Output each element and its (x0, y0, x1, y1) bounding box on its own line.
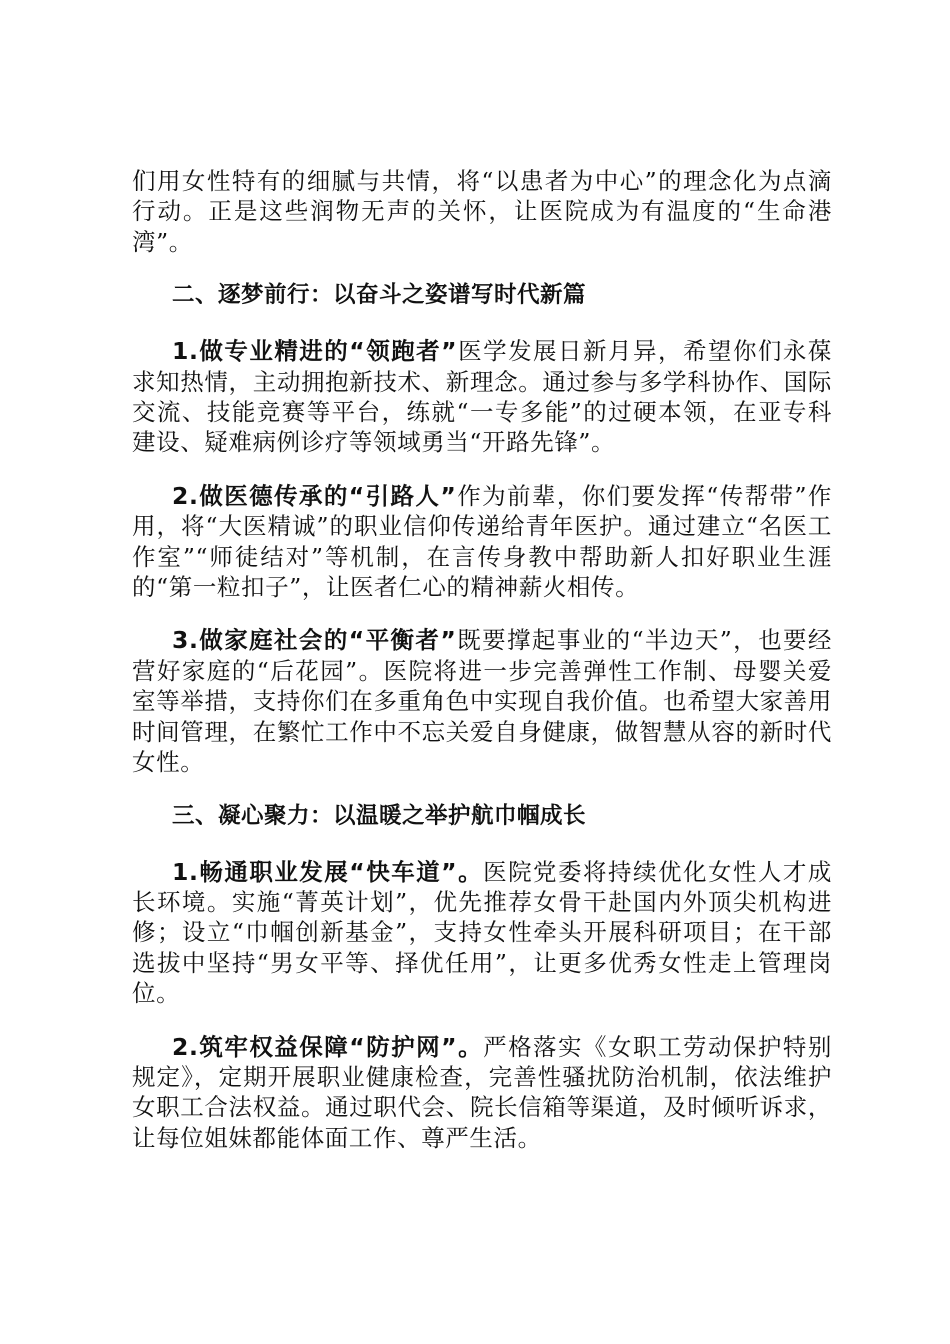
item-text: 严格落实《女职工劳动保护特别规定》，定期开展职业健康检查，完善性骚扰防治机制，依法维护女职工合法权益。通过职代会、院长信箱等渠道，及时倾听诉求，让每位姐妹都能体面工作、尊严生活。 (132, 1032, 832, 1152)
item-text: 医学发展日新月异，希望你们永葆求知热情，主动拥抱新技术、新理念。通过参与多学科协作、国际交流、技能竞赛等平台，练就“一专多能”的过硬本领，在亚专科建设、疑难病例诊疗等领域勇当“开路先锋”。 (132, 337, 833, 457)
document-page (132, 166, 832, 1176)
item-lead: 2.做医德传承的“引路人” (172, 481, 457, 510)
list-item (132, 625, 832, 777)
list-item (132, 336, 832, 458)
item-text: 医院党委将持续优化女性人才成长环境。实施“菁英计划”，优先推荐女骨干赴国内外顶尖机构进修；设立“巾帼创新基金”，支持女性牵头开展科研项目；在干部选拔中坚持“男女平等、择优任用”，让更多优秀女性走上管理岗位。 (132, 857, 832, 1008)
section-heading-2: 二、逐梦前行：以奋斗之姿谱写时代新篇 (172, 282, 587, 309)
item-lead: 3.做家庭社会的“平衡者” (172, 626, 457, 655)
item-text: 既要撑起事业的“半边天”，也要经营好家庭的“后花园”。医院将进一步完善弹性工作制、母婴关爱室等举措，支持你们在多重角色中实现自我价值。也希望大家善用时间管理，在繁忙工作中不忘关爱自身健康，做智慧从容的新时代女性。 (132, 626, 832, 777)
list-item (132, 481, 832, 603)
item-lead: 1.畅通职业发展“快车道”。 (172, 857, 484, 886)
item-lead: 1.做专业精进的“领跑者” (172, 337, 458, 366)
item-lead: 2.筑牢权益保障“防护网”。 (172, 1032, 484, 1061)
paragraph-continuation: 们用女性特有的细腻与共情，将“以患者为中心”的理念化为点滴行动。正是这些润物无声的关怀，让医院成为有温度的“生命港湾”。 (132, 167, 832, 256)
list-item (132, 857, 832, 1009)
item-text: 作为前辈，你们要发挥“传帮带”作用，将“大医精诚”的职业信仰传递给青年医护。通过建立“名医工作室”“师徒结对”等机制，在言传身教中帮助新人扣好职业生涯的“第一粒扣子”，让医者仁心的精神薪火相传。 (132, 481, 832, 602)
section-heading-3: 三、凝心聚力：以温暖之举护航巾帼成长 (172, 802, 587, 829)
list-item (132, 1032, 832, 1154)
